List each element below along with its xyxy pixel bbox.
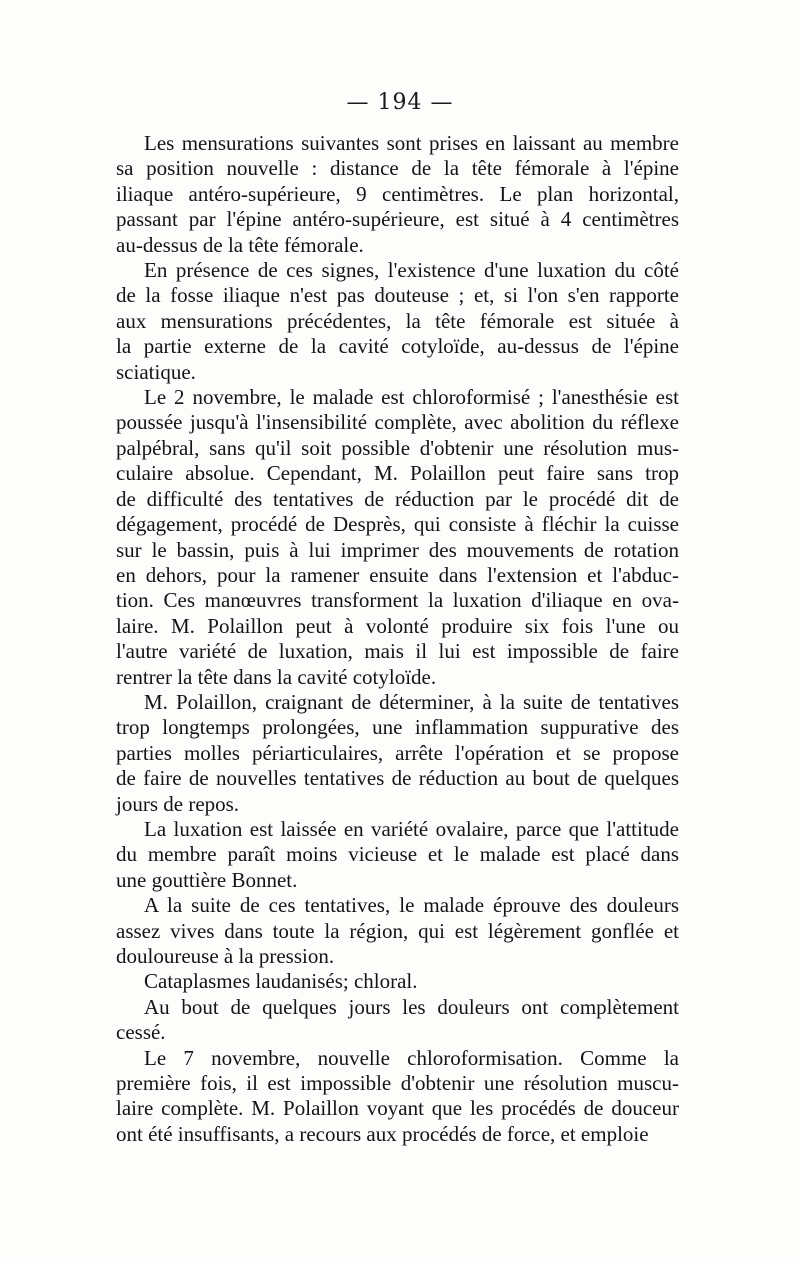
text-line: en dehors, pour la ramener ensuite dans l'extension et l'abduc- bbox=[116, 562, 679, 587]
paragraph bbox=[116, 969, 679, 994]
text-line: cessé. bbox=[116, 1020, 166, 1045]
text-line: En présence de ces signes, l'existence d'une luxation du côté bbox=[144, 258, 679, 283]
text-line: La luxation est laissée en variété ovalaire, parce que l'attitude bbox=[144, 816, 679, 841]
text-line: Cataplasmes laudanisés; chloral. bbox=[144, 969, 418, 994]
text-line: sciatique. bbox=[116, 359, 196, 384]
text-line: parties molles périarticulaires, arrête l'opération et se propose bbox=[116, 740, 679, 765]
text-line: ont été insuffisants, a recours aux procédés de force, et emploie bbox=[116, 1121, 649, 1146]
paragraph bbox=[116, 385, 679, 690]
text-line: de faire de nouvelles tentatives de réduction au bout de quelques bbox=[116, 766, 679, 791]
text-line: laire. M. Polaillon peut à volonté produire six fois l'une ou bbox=[116, 613, 679, 638]
text-line: aux mensurations précédentes, la tête fémorale est située à bbox=[116, 308, 679, 333]
body-text bbox=[116, 131, 679, 1147]
paragraph bbox=[116, 893, 679, 969]
text-line: trop longtemps prolongées, une inflammation suppurative des bbox=[116, 715, 679, 740]
text-line: culaire absolue. Cependant, M. Polaillon peut faire sans trop bbox=[116, 461, 679, 486]
text-line: assez vives dans toute la région, qui est légèrement gonflée et bbox=[116, 918, 679, 943]
text-line: A la suite de ces tentatives, le malade éprouve des douleurs bbox=[144, 893, 679, 918]
text-line: M. Polaillon, craignant de déterminer, à la suite de tentatives bbox=[144, 689, 679, 714]
text-line: de la fosse iliaque n'est pas douteuse ; et, si l'on s'en rapporte bbox=[116, 283, 679, 308]
text-line: rentrer la tête dans la cavité cotyloïde. bbox=[116, 664, 437, 689]
text-line: de difficulté des tentatives de réduction par le procédé dit de bbox=[116, 486, 679, 511]
page-number: — 194 — bbox=[346, 90, 454, 115]
text-line: Les mensurations suivantes sont prises en laissant au membre bbox=[144, 131, 679, 155]
text-line: laire complète. M. Polaillon voyant que les procédés de douceur bbox=[116, 1096, 679, 1121]
text-line: poussée jusqu'à l'insensibilité complète, avec abolition du réflexe bbox=[116, 410, 679, 435]
paragraph bbox=[116, 995, 679, 1046]
text-line: dégagement, procédé de Desprès, qui consiste à fléchir la cuisse bbox=[116, 512, 679, 537]
paragraph bbox=[116, 690, 679, 817]
text-line: tion. Ces manœuvres transforment la luxation d'iliaque en ova- bbox=[116, 588, 679, 613]
text-line: sa position nouvelle : distance de la tête fémorale à l'épine bbox=[116, 156, 679, 181]
text-line: passant par l'épine antéro-supérieure, est situé à 4 centimètres bbox=[116, 207, 679, 232]
text-line: l'autre variété de luxation, mais il lui est impossible de faire bbox=[116, 639, 679, 664]
text-line: la partie externe de la cavité cotyloïde, au-dessus de l'épine bbox=[116, 334, 679, 359]
text-line: jours de repos. bbox=[116, 791, 240, 816]
text-line: sur le bassin, puis à lui imprimer des mouvements de rotation bbox=[116, 537, 679, 562]
text-line: palpébral, sans qu'il soit possible d'obtenir une résolution mus- bbox=[116, 435, 679, 460]
paragraph bbox=[116, 1046, 679, 1148]
text-line: au-dessus de la tête fémorale. bbox=[116, 232, 364, 257]
paragraph bbox=[116, 258, 679, 385]
text-line: une gouttière Bonnet. bbox=[116, 867, 298, 892]
text-line: iliaque antéro-supérieure, 9 centimètres. Le plan horizontal, bbox=[116, 181, 679, 206]
text-line: Le 7 novembre, nouvelle chloroformisation. Comme la bbox=[144, 1045, 679, 1070]
paragraph bbox=[116, 131, 679, 258]
text-line: Au bout de quelques jours les douleurs ont complètement bbox=[144, 994, 679, 1019]
text-line: douloureuse à la pression. bbox=[116, 944, 335, 968]
paragraph bbox=[116, 817, 679, 893]
text-line: première fois, il est impossible d'obtenir une résolution muscu- bbox=[116, 1071, 679, 1096]
text-line: Le 2 novembre, le malade est chloroformisé ; l'anesthésie est bbox=[144, 385, 679, 410]
text-line: du membre paraît moins vicieuse et le malade est placé dans bbox=[116, 842, 679, 867]
